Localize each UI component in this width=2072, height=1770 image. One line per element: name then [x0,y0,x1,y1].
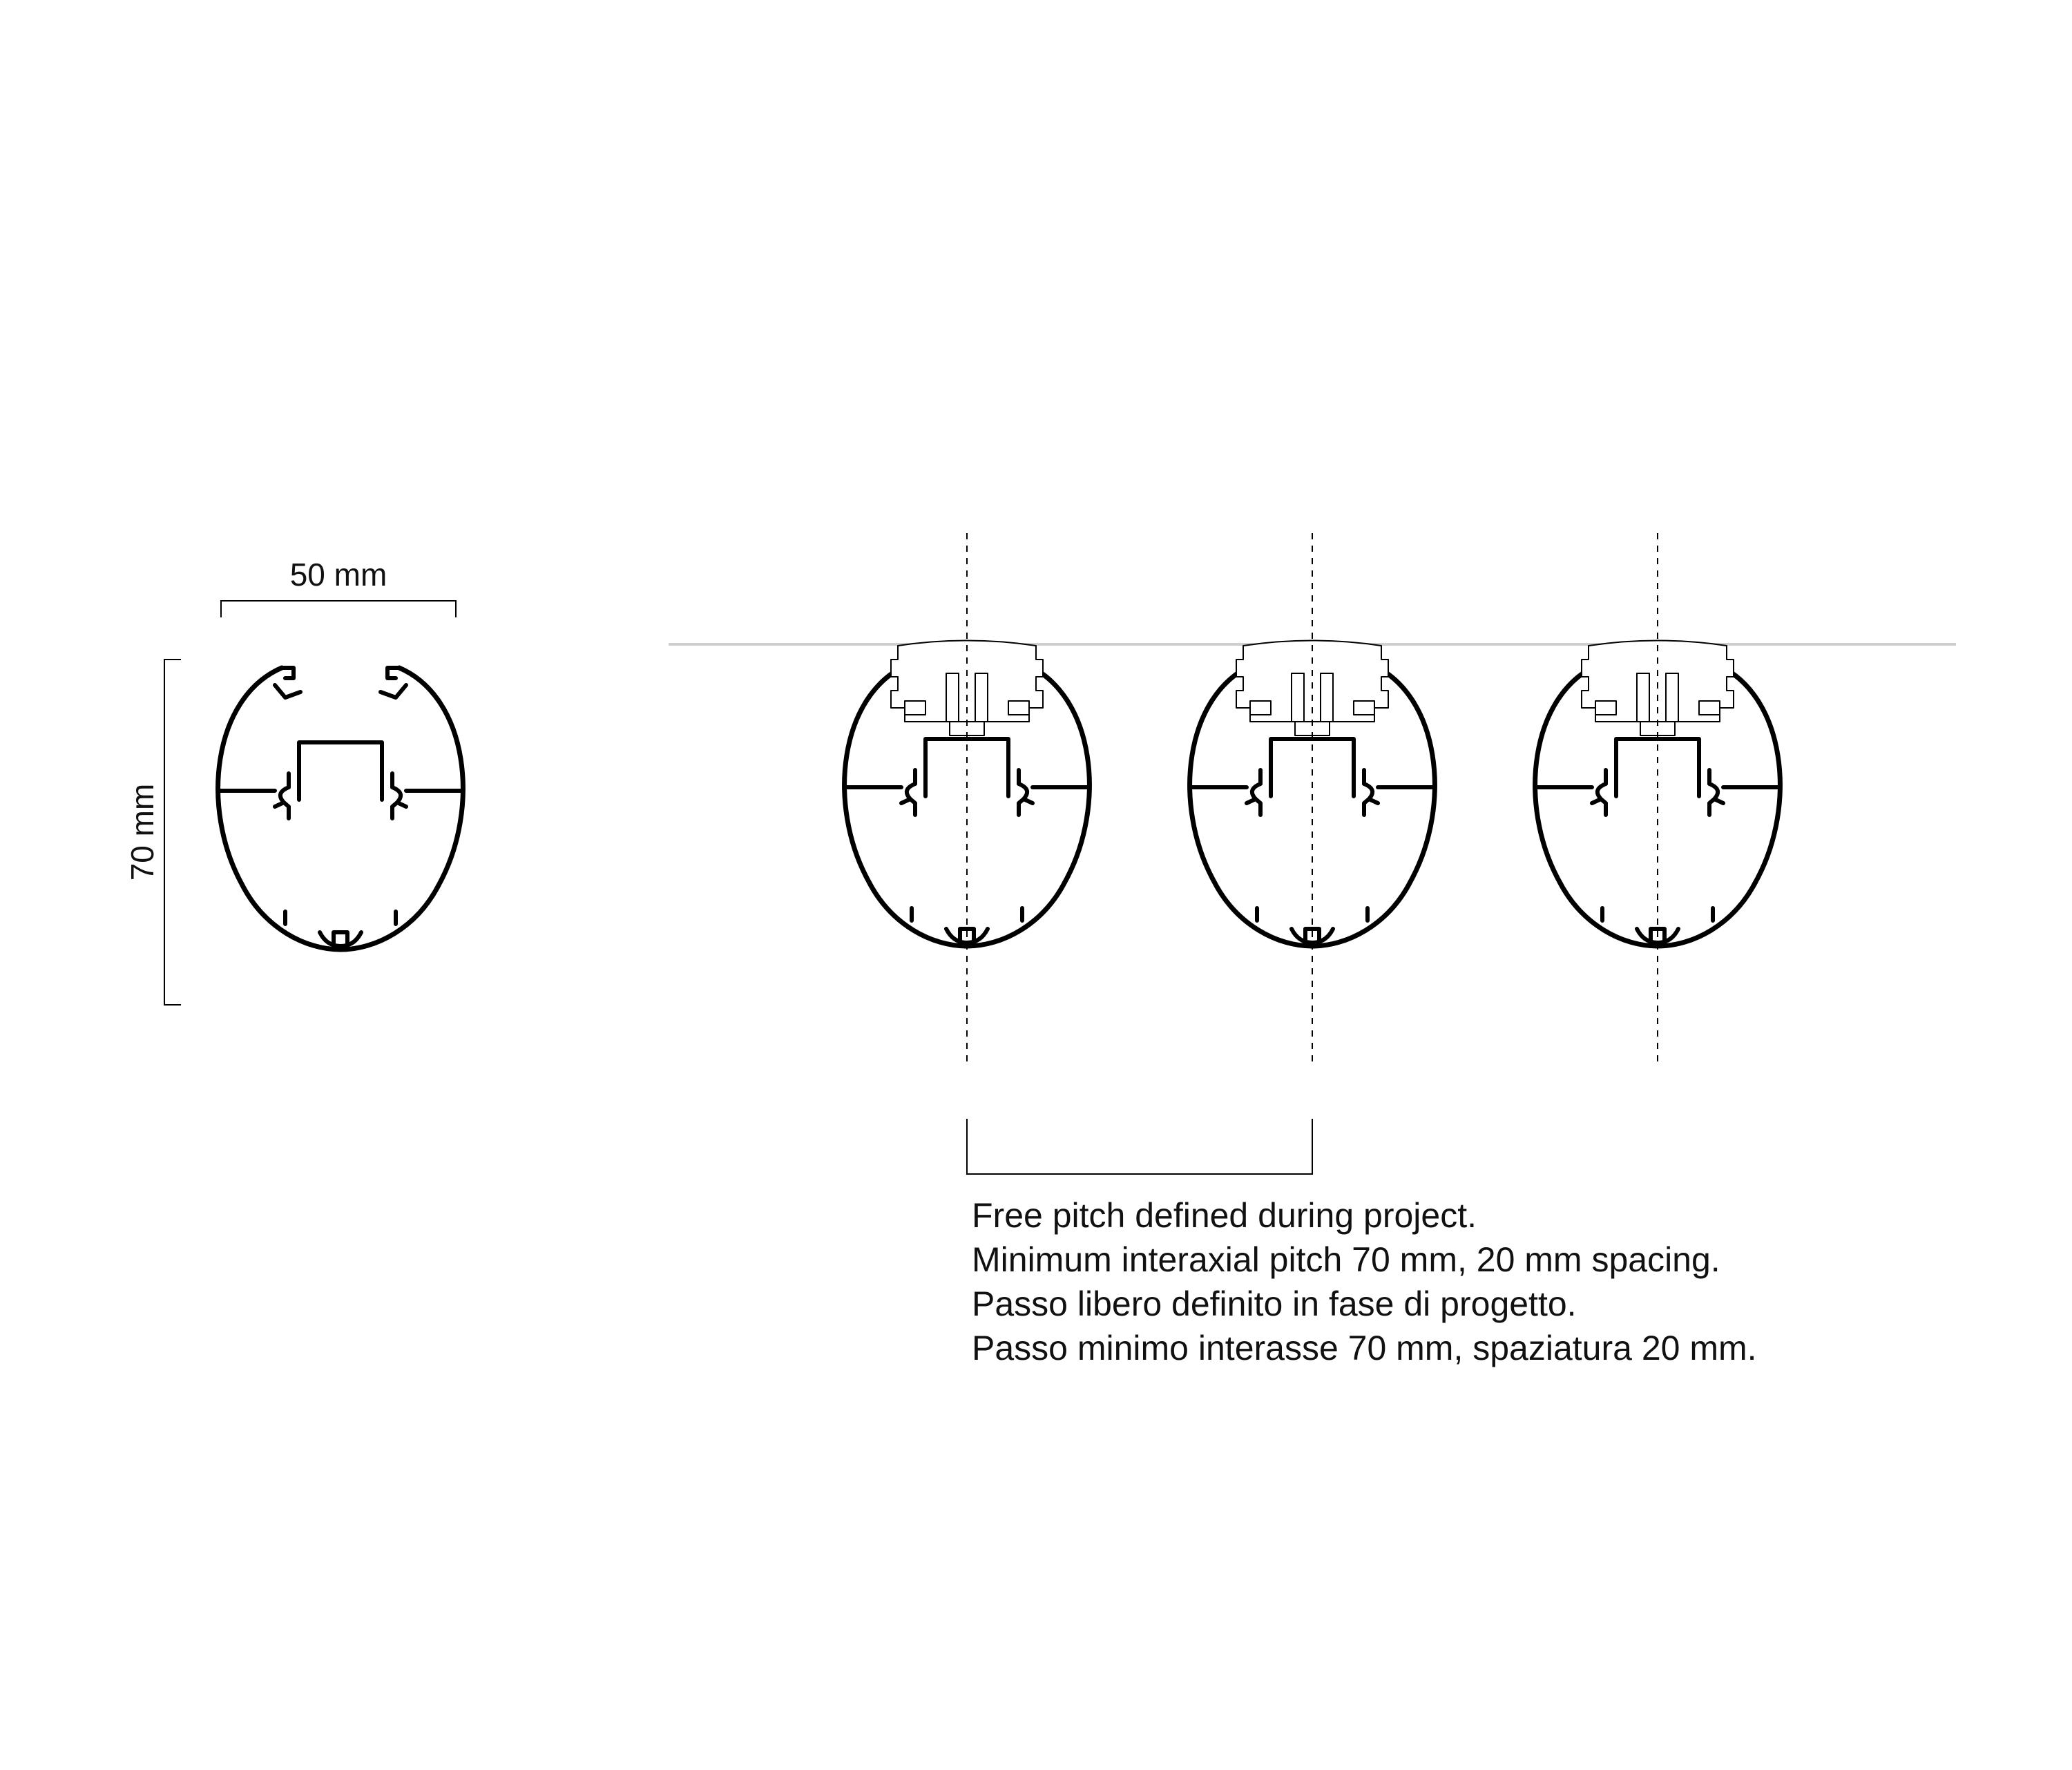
height-dimension-line [164,660,181,1005]
note-line-2: Minimum interaxial pitch 70 mm, 20 mm spacing. [972,1240,1720,1279]
pitch-dimension-line [967,1119,1312,1174]
width-dimension-label: 50 mm [289,557,387,593]
note-line-3: Passo libero definito in fase di progetto. [972,1285,1577,1323]
height-dimension-label: 70 mm [124,783,160,881]
width-dimension-line [221,601,456,617]
note-line-1: Free pitch defined during project. [972,1196,1477,1235]
note-line-4: Passo minimo interasse 70 mm, spaziatura 20 mm. [972,1329,1757,1367]
profile-section-dimensioned [218,668,463,950]
